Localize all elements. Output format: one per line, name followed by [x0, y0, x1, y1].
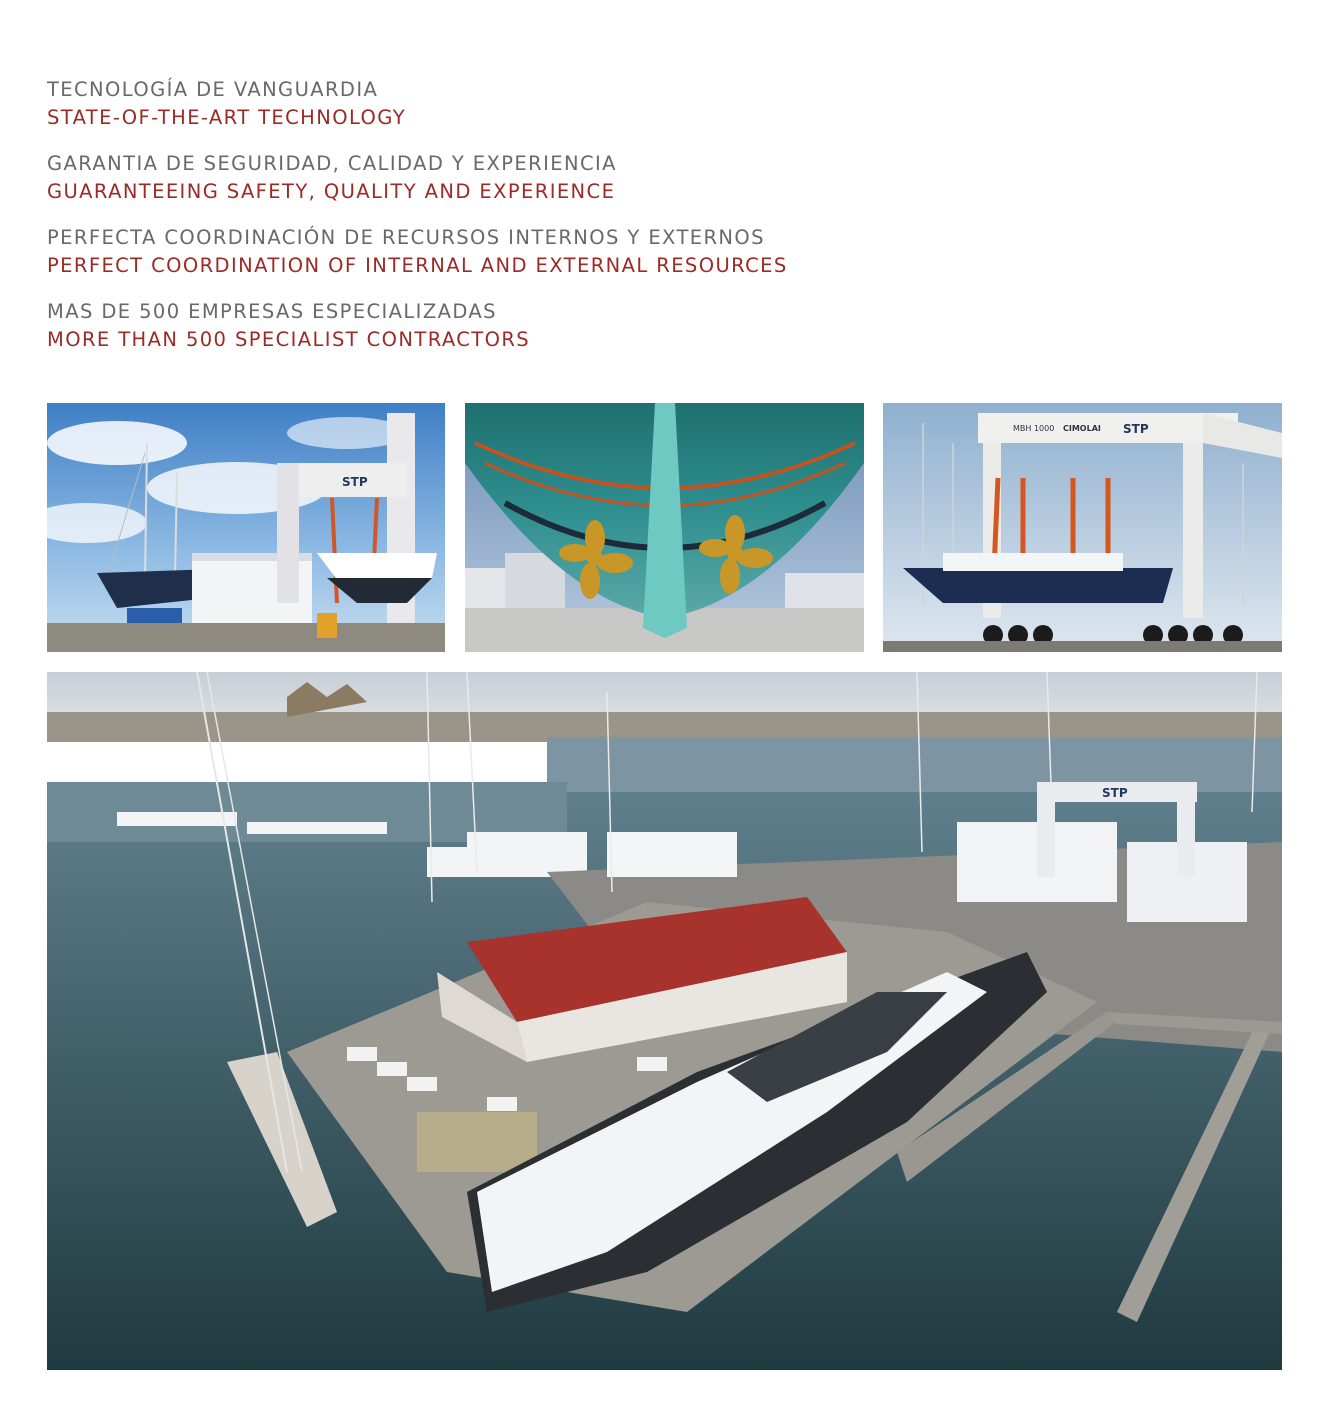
statement-spanish: GARANTIA DE SEGURIDAD, CALIDAD Y EXPERIENCIA — [47, 152, 617, 175]
photo-propellers-under-hull — [465, 403, 864, 652]
photo-travel-lift-motor-yacht — [883, 403, 1282, 652]
stp-logo: STP — [1102, 786, 1128, 800]
statement-2 — [47, 150, 947, 224]
statement-spanish: TECNOLOGÍA DE VANGUARDIA — [47, 78, 379, 101]
photo-travel-lift-sailboat — [47, 403, 445, 652]
statement-1 — [47, 76, 947, 150]
statement-english: MORE THAN 500 SPECIALIST CONTRACTORS — [47, 328, 531, 351]
statement-3 — [47, 224, 947, 298]
statement-spanish: PERFECTA COORDINACIÓN DE RECURSOS INTERNOS Y EXTERNOS — [47, 226, 765, 249]
stp-logo: STP — [1123, 422, 1149, 436]
statement-english: STATE-OF-THE-ART TECHNOLOGY — [47, 106, 407, 129]
statement-english: GUARANTEEING SAFETY, QUALITY AND EXPERIENCE — [47, 180, 616, 203]
cimolai-brand: CIMOLAI — [1063, 424, 1101, 433]
statements-list — [47, 76, 947, 372]
statement-spanish: MAS DE 500 EMPRESAS ESPECIALIZADAS — [47, 300, 497, 323]
statement-4 — [47, 298, 947, 372]
photo-shipyard-aerial-view — [47, 672, 1282, 1370]
stp-logo: STP — [342, 475, 368, 489]
crane-label: MBH 1000 — [1013, 424, 1055, 433]
statement-english: PERFECT COORDINATION OF INTERNAL AND EXTERNAL RESOURCES — [47, 254, 788, 277]
